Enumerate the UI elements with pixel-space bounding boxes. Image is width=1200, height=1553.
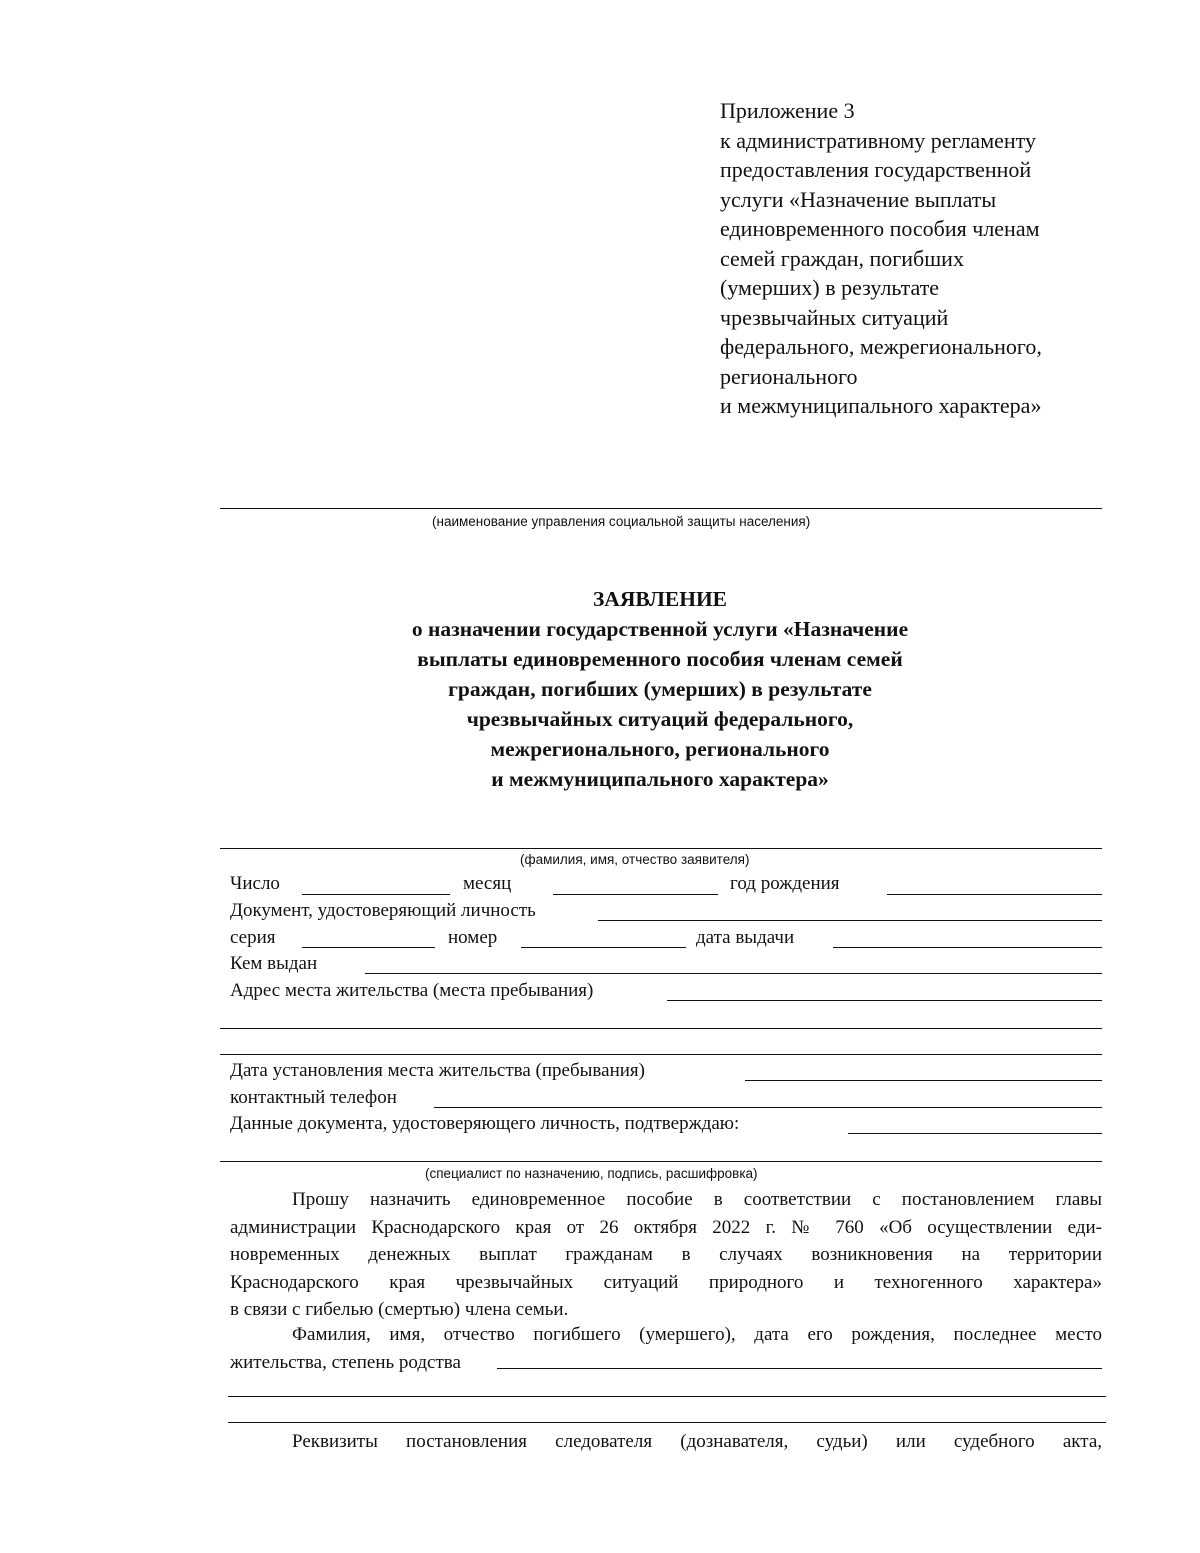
deceased-info-field[interactable] bbox=[497, 1368, 1102, 1369]
title-line: выплаты единовременного пособия членам семей bbox=[417, 647, 903, 671]
department-caption: (наименование управления социальной защиты населения) bbox=[432, 514, 811, 529]
paragraph-line: Реквизиты постановления следователя (дознавателя, судьи) или судебного акта, bbox=[292, 1431, 1102, 1452]
paragraph-line: Прошу назначить единовременное пособие в соответствии с постановлением главы bbox=[292, 1189, 1102, 1210]
id-document-label: Документ, удостоверяющий личность bbox=[230, 900, 536, 921]
appendix-line: единовременного пособия членам bbox=[720, 216, 1040, 241]
title-line: и межмуниципального характера» bbox=[491, 767, 829, 791]
request-paragraph bbox=[230, 1186, 1102, 1324]
issue-date-field[interactable] bbox=[833, 947, 1102, 948]
appendix-line: федерального, межрегионального, bbox=[720, 334, 1042, 359]
address-field[interactable] bbox=[667, 1000, 1102, 1001]
address-label: Адрес места жительства (места пребывания) bbox=[230, 980, 594, 1001]
title-line: межрегионального, регионального bbox=[490, 737, 830, 761]
appendix-line: Приложение 3 bbox=[720, 98, 855, 123]
paragraph-line: Краснодарского края чрезвычайных ситуаций природного и техногенного характера» bbox=[230, 1271, 1102, 1293]
id-document-field[interactable] bbox=[598, 920, 1102, 921]
month-field[interactable] bbox=[553, 894, 718, 895]
paragraph-line: администрации Краснодарского края от 26 октября 2022 г. № 760 «Об осуществлении еди- bbox=[230, 1216, 1102, 1238]
specialist-signature-line[interactable] bbox=[220, 1161, 1102, 1162]
deceased-info-field-extra[interactable] bbox=[228, 1396, 1106, 1397]
number-label: номер bbox=[448, 927, 498, 948]
confirm-label: Данные документа, удостоверяющего личность, подтверждаю: bbox=[230, 1113, 740, 1134]
appendix-line: регионального bbox=[720, 363, 858, 389]
appendix-line: предоставления государственной bbox=[720, 157, 1032, 182]
appendix-line: и межмуниципального характера» bbox=[720, 393, 1042, 418]
series-label: серия bbox=[230, 927, 276, 948]
phone-label: контактный телефон bbox=[230, 1087, 397, 1108]
issued-by-field[interactable] bbox=[365, 973, 1102, 974]
address-field-extra[interactable] bbox=[220, 1028, 1102, 1029]
document-title bbox=[300, 584, 1020, 794]
issue-date-label: дата выдачи bbox=[696, 927, 795, 948]
appendix-line: семей граждан, погибших bbox=[720, 245, 964, 271]
title-line: граждан, погибших (умерших) в результате bbox=[448, 677, 872, 701]
number-field[interactable] bbox=[521, 947, 686, 948]
residence-date-field[interactable] bbox=[745, 1080, 1102, 1081]
series-field[interactable] bbox=[302, 947, 435, 948]
applicant-caption: (фамилия, имя, отчество заявителя) bbox=[520, 852, 750, 867]
month-label: месяц bbox=[463, 873, 512, 894]
day-label: Число bbox=[230, 873, 280, 894]
title-line: чрезвычайных ситуаций федерального, bbox=[466, 707, 854, 731]
deceased-info-field-extra[interactable] bbox=[228, 1422, 1106, 1423]
requisites-paragraph bbox=[230, 1428, 1102, 1456]
birth-year-field[interactable] bbox=[887, 894, 1102, 895]
department-name-line[interactable] bbox=[220, 508, 1102, 509]
day-field[interactable] bbox=[302, 894, 450, 895]
phone-field[interactable] bbox=[434, 1107, 1102, 1108]
residence-date-label: Дата установления места жительства (пребывания) bbox=[230, 1060, 645, 1081]
paragraph-line: в связи с гибелью (смертью) члена семьи. bbox=[230, 1299, 569, 1320]
appendix-line: услуги «Назначение выплаты bbox=[720, 186, 997, 212]
appendix-line: чрезвычайных ситуаций bbox=[720, 304, 949, 330]
confirm-field[interactable] bbox=[848, 1133, 1102, 1134]
address-field-extra[interactable] bbox=[220, 1054, 1102, 1055]
appendix-line: к административному регламенту bbox=[720, 127, 1036, 153]
paragraph-line: жительства, степень родства bbox=[230, 1351, 461, 1373]
specialist-caption: (специалист по назначению, подпись, расшифровка) bbox=[425, 1166, 758, 1181]
applicant-name-line[interactable] bbox=[220, 848, 1102, 849]
title-heading: ЗАЯВЛЕНИЕ bbox=[592, 587, 728, 611]
paragraph-line: Фамилия, имя, отчество погибшего (умершего), дата его рождения, последнее место bbox=[292, 1324, 1102, 1345]
issued-by-label: Кем выдан bbox=[230, 953, 318, 974]
birth-year-label: год рождения bbox=[730, 873, 840, 894]
paragraph-line: новременных денежных выплат гражданам в случаях возникновения на территории bbox=[230, 1244, 1102, 1265]
title-line: о назначении государственной услуги «Назначение bbox=[411, 617, 909, 641]
appendix-line: (умерших) в результате bbox=[720, 275, 940, 300]
appendix-header bbox=[720, 96, 1180, 421]
